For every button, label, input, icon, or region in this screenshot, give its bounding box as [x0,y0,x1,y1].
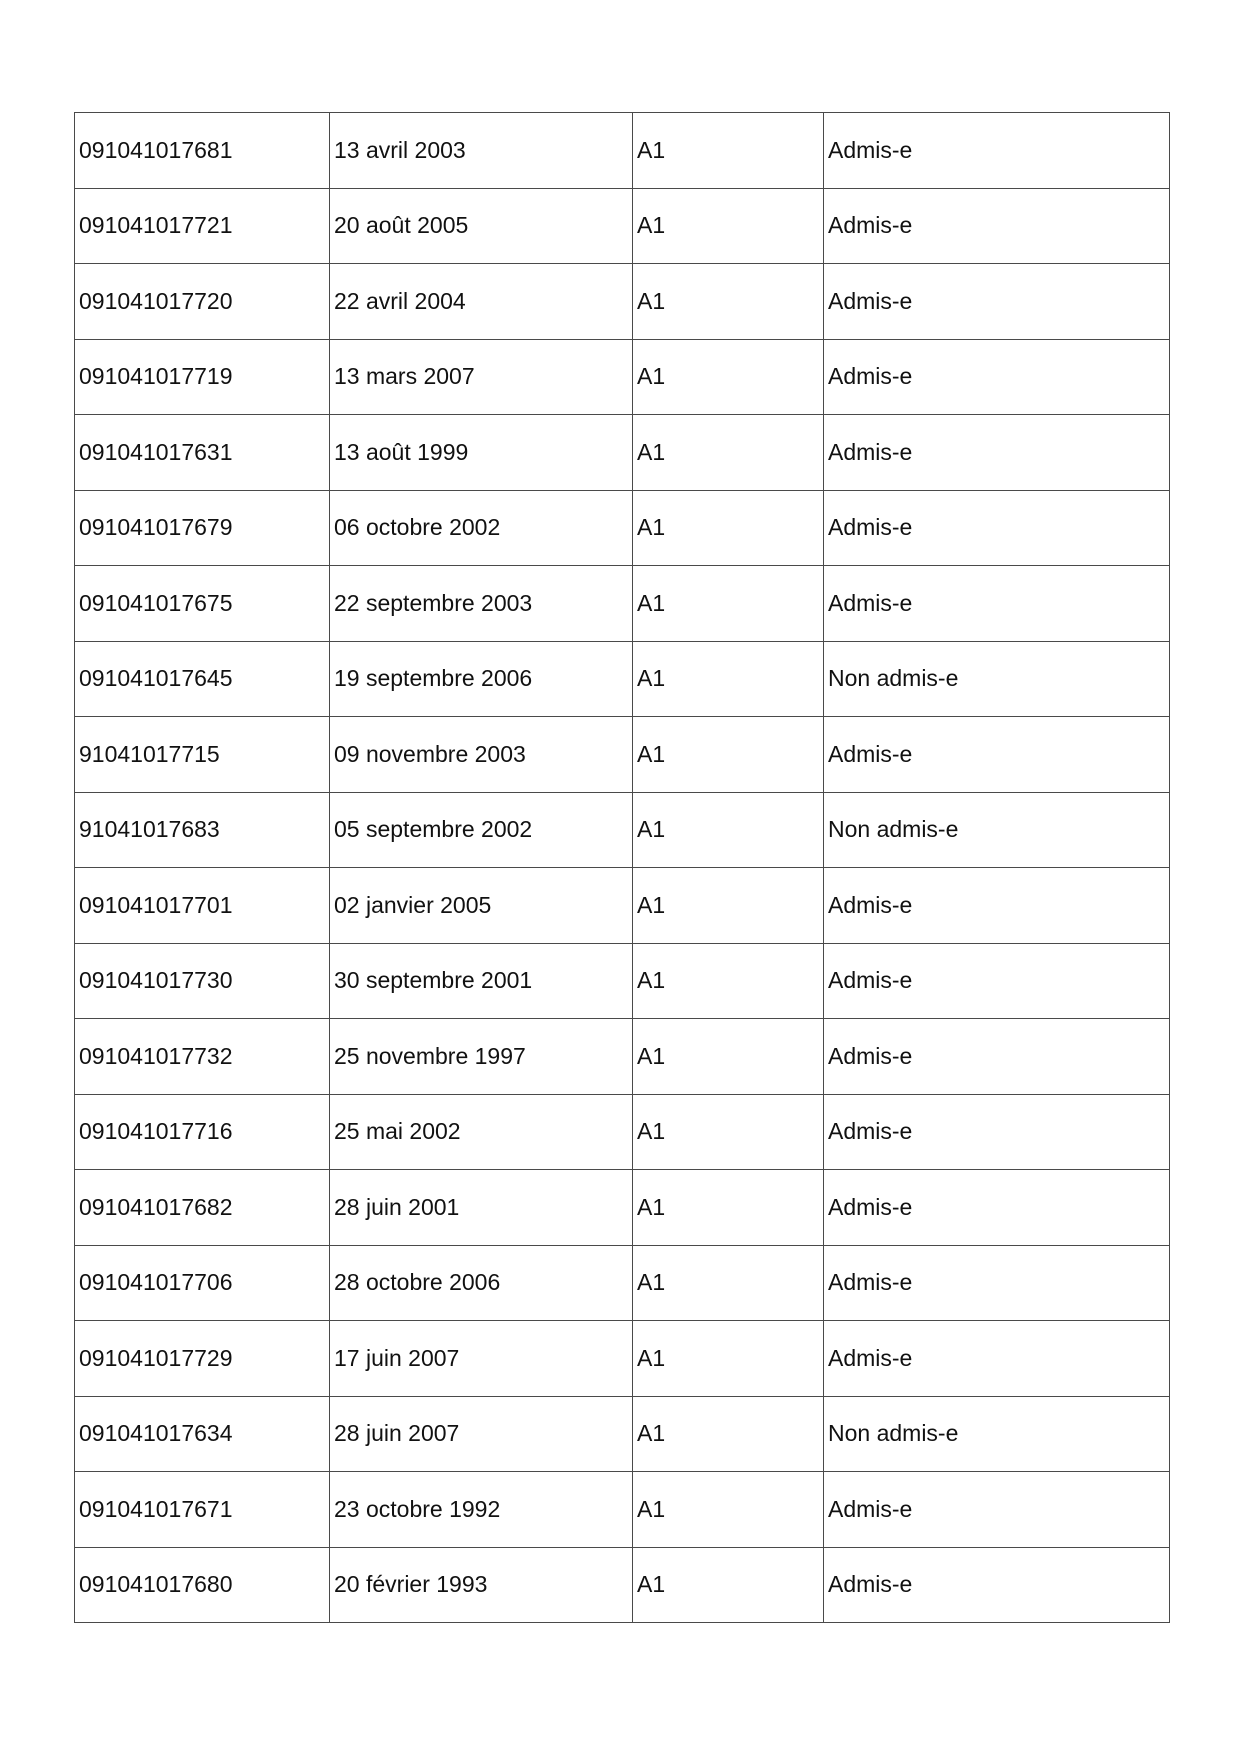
candidate-id-cell: 091041017680 [75,1547,330,1623]
table-row [75,1019,1170,1095]
candidate-id-cell: 091041017720 [75,264,330,340]
birth-date-cell: 06 octobre 2002 [330,490,633,566]
level-cell: A1 [633,1245,824,1321]
level-cell: A1 [633,1019,824,1095]
candidate-id-cell: 091041017719 [75,339,330,415]
level-cell: A1 [633,1396,824,1472]
candidate-id-cell: 91041017683 [75,792,330,868]
table-row [75,264,1170,340]
level-cell: A1 [633,868,824,944]
candidate-id-cell: 091041017729 [75,1321,330,1397]
result-cell: Non admis-e [824,641,1170,717]
birth-date-cell: 22 septembre 2003 [330,566,633,642]
level-cell: A1 [633,1547,824,1623]
table-row [75,717,1170,793]
results-table [74,112,1170,1623]
table-row [75,490,1170,566]
table-row [75,415,1170,491]
result-cell: Admis-e [824,717,1170,793]
candidate-id-cell: 091041017682 [75,1170,330,1246]
birth-date-cell: 02 janvier 2005 [330,868,633,944]
level-cell: A1 [633,566,824,642]
result-cell: Admis-e [824,113,1170,189]
table-row [75,566,1170,642]
table-row [75,1472,1170,1548]
candidate-id-cell: 091041017675 [75,566,330,642]
birth-date-cell: 13 avril 2003 [330,113,633,189]
result-cell: Admis-e [824,566,1170,642]
birth-date-cell: 13 mars 2007 [330,339,633,415]
table-row [75,113,1170,189]
candidate-id-cell: 091041017631 [75,415,330,491]
birth-date-cell: 23 octobre 1992 [330,1472,633,1548]
table-row [75,1396,1170,1472]
candidate-id-cell: 091041017681 [75,113,330,189]
candidate-id-cell: 091041017634 [75,1396,330,1472]
result-cell: Admis-e [824,490,1170,566]
result-cell: Admis-e [824,339,1170,415]
level-cell: A1 [633,641,824,717]
candidate-id-cell: 091041017679 [75,490,330,566]
candidate-id-cell: 091041017671 [75,1472,330,1548]
level-cell: A1 [633,188,824,264]
candidate-id-cell: 091041017645 [75,641,330,717]
result-cell: Admis-e [824,188,1170,264]
table-row [75,1170,1170,1246]
level-cell: A1 [633,717,824,793]
birth-date-cell: 25 novembre 1997 [330,1019,633,1095]
candidate-id-cell: 091041017721 [75,188,330,264]
level-cell: A1 [633,1094,824,1170]
result-cell: Admis-e [824,1094,1170,1170]
table-row [75,339,1170,415]
candidate-id-cell: 091041017701 [75,868,330,944]
result-cell: Non admis-e [824,792,1170,868]
candidate-id-cell: 091041017730 [75,943,330,1019]
birth-date-cell: 05 septembre 2002 [330,792,633,868]
birth-date-cell: 30 septembre 2001 [330,943,633,1019]
level-cell: A1 [633,1472,824,1548]
result-cell: Admis-e [824,943,1170,1019]
result-cell: Admis-e [824,264,1170,340]
level-cell: A1 [633,490,824,566]
table-row [75,943,1170,1019]
level-cell: A1 [633,339,824,415]
result-cell: Admis-e [824,1547,1170,1623]
table-row [75,1245,1170,1321]
candidate-id-cell: 091041017732 [75,1019,330,1095]
birth-date-cell: 20 février 1993 [330,1547,633,1623]
table-row [75,1321,1170,1397]
level-cell: A1 [633,943,824,1019]
result-cell: Admis-e [824,868,1170,944]
level-cell: A1 [633,1170,824,1246]
level-cell: A1 [633,792,824,868]
candidate-id-cell: 091041017716 [75,1094,330,1170]
birth-date-cell: 28 juin 2007 [330,1396,633,1472]
table-row [75,792,1170,868]
table-row [75,188,1170,264]
result-cell: Admis-e [824,1019,1170,1095]
birth-date-cell: 20 août 2005 [330,188,633,264]
level-cell: A1 [633,415,824,491]
table-row [75,641,1170,717]
birth-date-cell: 09 novembre 2003 [330,717,633,793]
birth-date-cell: 28 octobre 2006 [330,1245,633,1321]
level-cell: A1 [633,113,824,189]
birth-date-cell: 17 juin 2007 [330,1321,633,1397]
birth-date-cell: 13 août 1999 [330,415,633,491]
table-row [75,868,1170,944]
table-row [75,1547,1170,1623]
candidate-id-cell: 091041017706 [75,1245,330,1321]
birth-date-cell: 22 avril 2004 [330,264,633,340]
level-cell: A1 [633,264,824,340]
birth-date-cell: 19 septembre 2006 [330,641,633,717]
result-cell: Admis-e [824,1321,1170,1397]
level-cell: A1 [633,1321,824,1397]
birth-date-cell: 25 mai 2002 [330,1094,633,1170]
birth-date-cell: 28 juin 2001 [330,1170,633,1246]
result-cell: Non admis-e [824,1396,1170,1472]
candidate-id-cell: 91041017715 [75,717,330,793]
result-cell: Admis-e [824,1245,1170,1321]
result-cell: Admis-e [824,415,1170,491]
result-cell: Admis-e [824,1170,1170,1246]
result-cell: Admis-e [824,1472,1170,1548]
table-row [75,1094,1170,1170]
